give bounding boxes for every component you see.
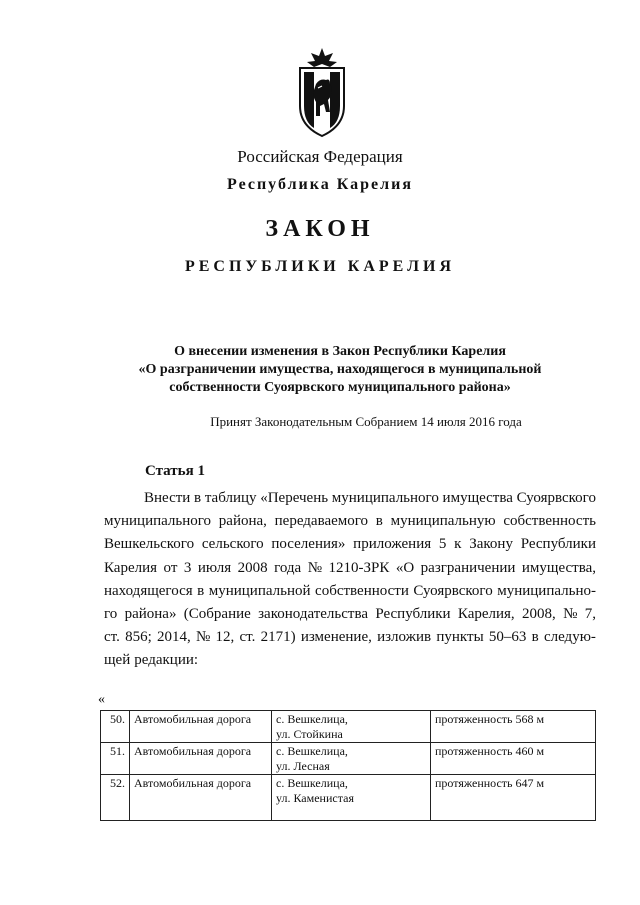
- table-row: [101, 743, 596, 775]
- property-address: с. Вешкелица, ул. Лесная: [272, 743, 431, 775]
- word: имущества: [442, 490, 513, 506]
- word: 2008,: [522, 606, 556, 623]
- word: изложив: [377, 629, 432, 646]
- word: района»: [124, 606, 177, 623]
- word: муниципальной: [208, 582, 311, 599]
- word: муниципально-: [497, 582, 596, 599]
- word: изменение,: [300, 629, 372, 646]
- text-line: [104, 533, 596, 556]
- word: собственности: [315, 582, 409, 599]
- word: в: [375, 513, 383, 530]
- word: в: [197, 582, 205, 599]
- word: 2014,: [156, 629, 191, 646]
- word: 5: [438, 536, 447, 553]
- word: №: [195, 629, 211, 646]
- karelia-coat-of-arms-icon: [296, 48, 348, 138]
- property-length: протяженность 460 м: [431, 743, 596, 775]
- word: Республики: [520, 536, 596, 553]
- table-row: [101, 711, 596, 743]
- word: района,: [218, 513, 267, 530]
- article-heading: Статья 1: [145, 463, 205, 479]
- word: в: [194, 490, 202, 506]
- text-line: [104, 580, 596, 603]
- subject-line: собственности Суоярвского муниципального района»: [169, 380, 511, 395]
- property-length: протяженность 568 м: [431, 711, 596, 743]
- word: передаваемого: [274, 513, 369, 530]
- law-subject: [120, 343, 560, 397]
- row-number: 51.: [101, 743, 130, 775]
- word: от: [163, 559, 178, 576]
- row-number: 50.: [101, 711, 130, 743]
- republic-name: Республика Карелия: [227, 176, 413, 193]
- word: Вешкельского: [104, 536, 195, 553]
- article-text: [104, 487, 596, 673]
- word: следую-: [543, 629, 596, 646]
- word: года: [274, 559, 302, 576]
- opening-quote: «: [98, 692, 105, 707]
- word: Внести: [144, 490, 191, 506]
- word: июля: [197, 559, 232, 576]
- table-row: [101, 775, 596, 821]
- word: «О: [395, 559, 415, 576]
- property-type: Автомобильная дорога: [130, 775, 272, 821]
- word: щей: [104, 652, 131, 669]
- word: №: [563, 606, 578, 623]
- word: собственность: [503, 513, 596, 530]
- word: к: [454, 536, 462, 553]
- word: имущества,: [521, 559, 596, 576]
- word: сельского: [201, 536, 264, 553]
- word: 2171): [260, 629, 296, 646]
- word: муниципальную: [390, 513, 496, 530]
- word: поселения»: [271, 536, 346, 553]
- word: Закону: [469, 536, 513, 553]
- word: Суоярвского: [516, 490, 596, 506]
- word: 12,: [215, 629, 235, 646]
- law-title: ЗАКОН: [265, 216, 375, 242]
- word: 2008: [237, 559, 268, 576]
- word: 1210-ЗРК: [328, 559, 390, 576]
- word: 50–63: [488, 629, 527, 646]
- word: Суоярвского: [413, 582, 493, 599]
- text-line: [104, 557, 596, 580]
- word: ст.: [239, 629, 256, 646]
- word: (Собрание: [183, 606, 251, 623]
- property-type: Автомобильная дорога: [130, 711, 272, 743]
- word: 3: [183, 559, 192, 576]
- property-length: протяженность 647 м: [431, 775, 596, 821]
- text-line: [104, 603, 596, 626]
- property-address: с. Вешкелица, ул. Стойкина: [272, 711, 431, 743]
- word: таблицу: [204, 490, 257, 506]
- row-number: 52.: [101, 775, 130, 821]
- subject-line: «О разграничении имущества, находящегося в муниципальной: [138, 362, 542, 377]
- word: редакции:: [134, 652, 199, 669]
- text-line: [104, 510, 596, 533]
- word: 7,: [584, 606, 596, 623]
- law-subtitle: РЕСПУБЛИКИ КАРЕЛИЯ: [184, 258, 456, 275]
- word: муниципального: [104, 513, 212, 530]
- property-table: [100, 710, 596, 821]
- property-address: с. Вешкелица, ул. Каменистая: [272, 775, 431, 821]
- subject-line: О внесении изменения в Закон Республики Карелия: [174, 344, 506, 359]
- property-type: Автомобильная дорога: [130, 743, 272, 775]
- word: разграничении: [420, 559, 516, 576]
- word: пункты: [436, 629, 484, 646]
- word: Карелия,: [457, 606, 515, 623]
- word: 856;: [125, 629, 152, 646]
- word: ст.: [104, 629, 120, 646]
- word: «Перечень: [260, 490, 329, 506]
- text-line: [104, 626, 596, 649]
- text-line: [104, 487, 596, 510]
- adoption-date: Принят Законодательным Собранием 14 июля 2016 года: [210, 414, 522, 429]
- word: законодательства: [258, 606, 369, 623]
- word: Республики: [375, 606, 451, 623]
- word: приложения: [353, 536, 432, 553]
- word: в: [531, 629, 539, 646]
- word: №: [307, 559, 323, 576]
- word: находящегося: [104, 582, 193, 599]
- word: Карелия: [104, 559, 158, 576]
- word: муниципального: [331, 490, 439, 506]
- word: го: [104, 606, 118, 623]
- text-line: [104, 649, 596, 672]
- country-name: Российская Федерация: [237, 147, 403, 166]
